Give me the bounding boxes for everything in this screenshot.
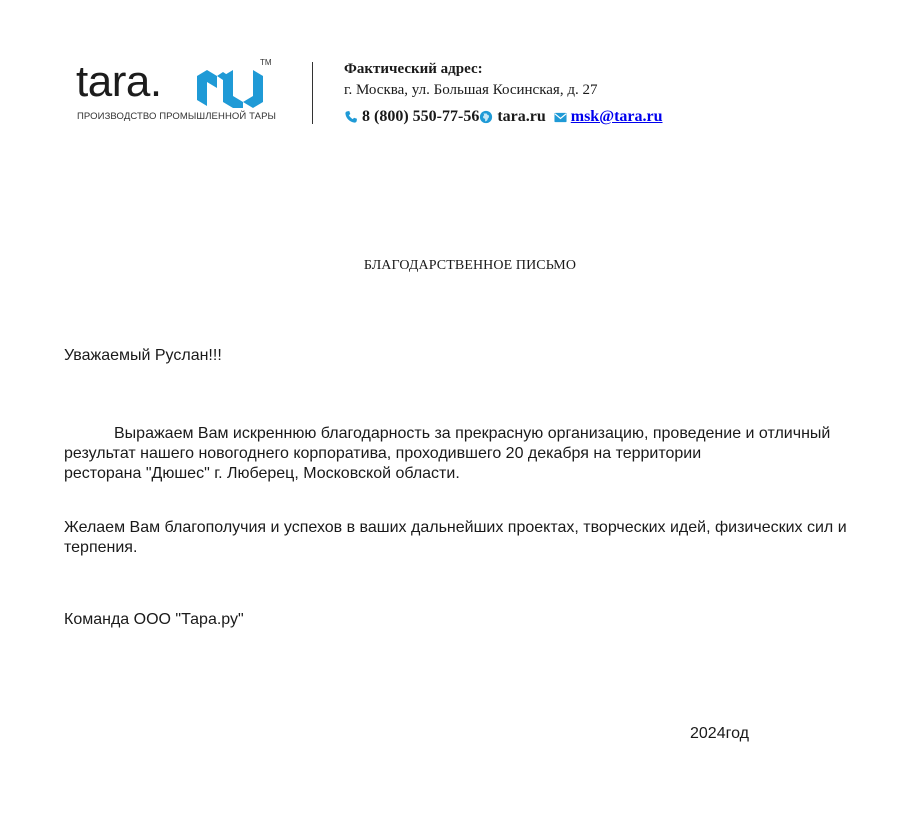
company-logo: [76, 58, 286, 128]
ru-cube-logo-icon: [195, 62, 275, 110]
mail-icon: [554, 112, 567, 123]
paragraph-gratitude: [64, 424, 884, 484]
header-divider: [312, 62, 313, 124]
greeting: Уважаемый Руслан!!!: [64, 347, 222, 364]
email-link[interactable]: msk@tara.ru: [570, 108, 663, 125]
globe-icon: [479, 110, 493, 124]
phone-icon: [344, 110, 358, 124]
signature: Команда ООО "Тара.ру": [64, 611, 244, 628]
letter-year: 2024год: [690, 725, 749, 742]
paragraph-line: Выражаем Вам искреннюю благодарность за прекрасную организацию, проведение и отличный: [114, 425, 831, 442]
paragraph-line: ресторана "Дюшес" г. Люберец, Московской области.: [64, 465, 460, 482]
paragraph-line: результат нашего новогоднего корпоратива, проходившего 20 декабря на территории: [64, 445, 702, 462]
address-text: г. Москва, ул. Большая Косинская, д. 27: [344, 82, 598, 98]
logo-tagline: ПРОИЗВОДСТВО ПРОМЫШЛЕННОЙ ТАРЫ: [77, 111, 277, 122]
logo-wordmark: tara.: [76, 57, 162, 106]
letterhead: [0, 0, 911, 140]
phone-number[interactable]: 8 (800) 550-77-56: [362, 108, 480, 125]
contact-block: [344, 60, 663, 126]
address-title: Фактический адрес:: [344, 61, 483, 77]
contact-row: [344, 108, 663, 126]
letter-title: БЛАГОДАРСТВЕННОЕ ПИСЬМО: [363, 258, 577, 273]
trademark-mark: TM: [260, 58, 272, 67]
website-link[interactable]: tara.ru: [497, 108, 546, 125]
paragraph-wishes: Желаем Вам благополучия и успехов в ваших дальнейших проектах, творческих идей, физических сил и терпения.: [64, 519, 847, 556]
